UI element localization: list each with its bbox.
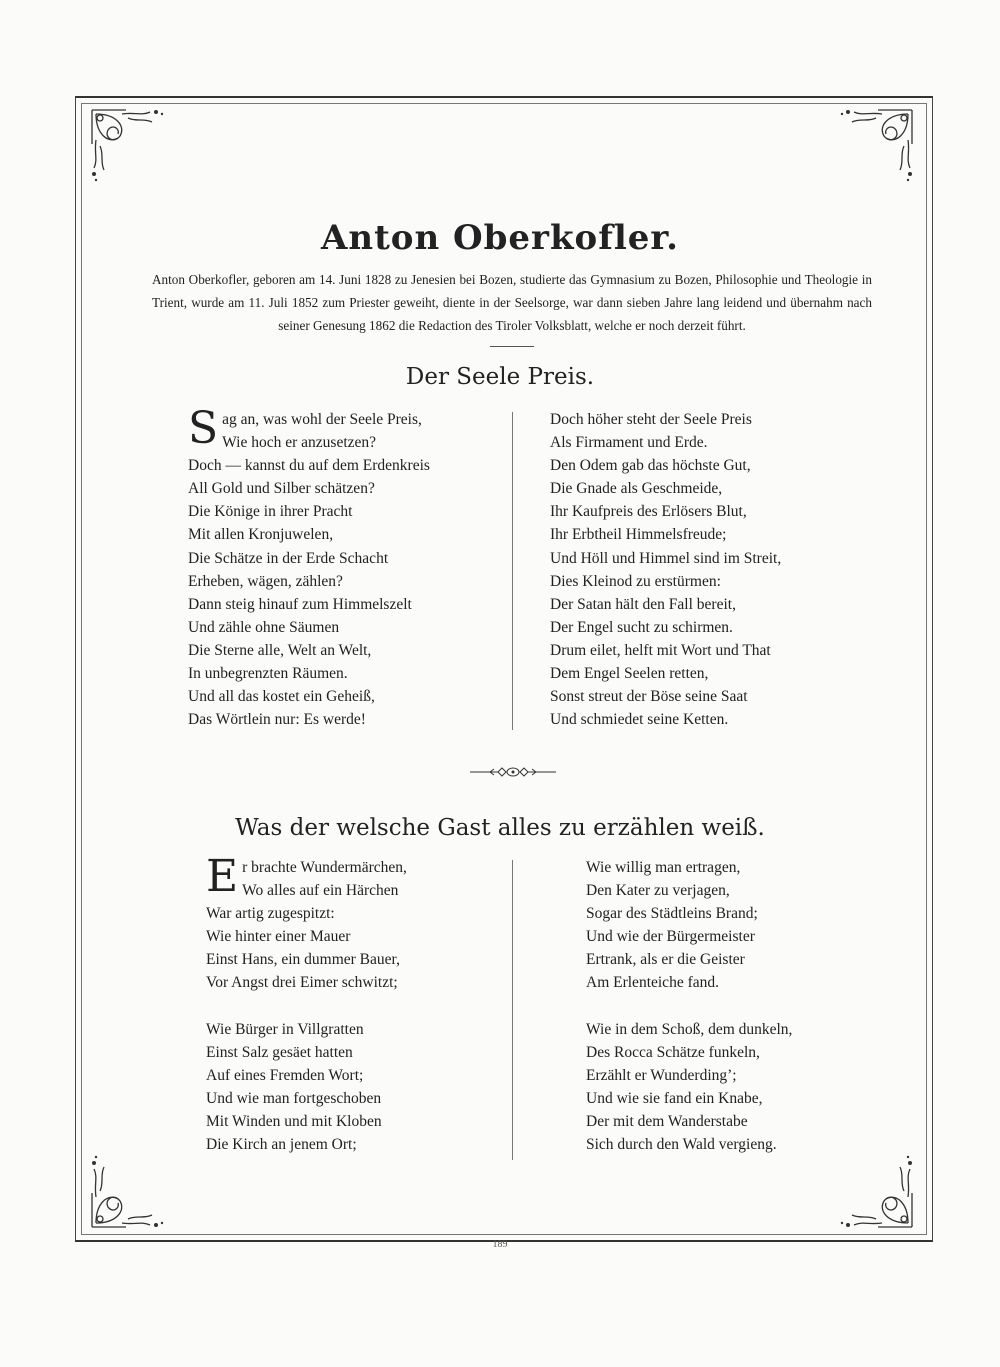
verse-line: Wie hoch er anzusetzen? [222,434,377,452]
poem-title: Was der welsche Gast alles zu erzählen weiß. [235,815,765,841]
verse-line: Wie in dem Schoß, dem dunkeln, [586,1020,793,1038]
verse-line: Wie willig man ertragen, [586,859,741,876]
column-divider [512,860,513,1160]
verse-line: War artig zugespitzt: [206,905,335,923]
verse-line: Erheben, wägen, zählen? [188,572,343,590]
verse-line: Ihr Kaufpreis des Erlösers Blut, [550,503,747,521]
stanza-gap [586,995,792,1018]
verse-line: Des Rocca Schätze funkeln, [586,1043,760,1061]
verse-line: Mit Winden und mit Kloben [206,1112,382,1130]
verse-line: Dann steig hinauf zum Himmelszelt [188,595,412,613]
poem-title: Der Seele Preis. [405,364,595,390]
corner-ornament-icon [86,1143,176,1233]
ornamental-divider-icon [468,765,558,779]
verse-line: Wo alles auf ein Härchen [242,882,399,900]
verse-line: All Gold und Silber schätzen? [188,480,375,498]
verse-line: Mit allen Kronjuwelen, [188,526,334,544]
column-divider [512,412,513,730]
verse-line: Sogar des Städtleins Brand; [586,905,758,923]
verse-line: Dies Kleinod zu erstürmen: [550,572,721,590]
verse-line: Einst Hans, ein dummer Bauer, [206,951,400,969]
verse-line: Und wie sie fand ein Knabe, [586,1089,763,1107]
verse-line: Das Wörtlein nur: Es werde! [188,711,366,729]
verse-line: Den Odem gab das höchste Gut, [550,457,751,475]
verse-line: Und wie der Bürgermeister [586,928,755,946]
verse-line: Doch — kannst du auf dem Erdenkreis [188,457,430,475]
verse-line: Doch höher steht der Seele Preis [550,411,752,428]
poem-column-left [206,851,407,1156]
verse-line: Erzählt er Wunderding’; [586,1066,737,1084]
verse-line: Und zähle ohne Säumen [188,618,340,636]
corner-ornament-icon [828,104,918,194]
verse-line: Sich durch den Wald vergieng. [586,1136,777,1154]
verse-line: Wie hinter einer Mauer [206,928,351,946]
author-biography: Anton Oberkofler, geboren am 14. Juni 1828 zu Jenesien bei Bozen, studierte das Gymnasium zu Bozen, Philosophie und Theologie in Trient, wurde am 11. Juli 1852 zum Priester geweiht, diente in der Seelsorge, war dann sieben Jahre lang leidend und übernahm nach seiner Genesung 1862 die Redaction des Tiroler Volksblatt, welche er noch derzeit führt. [152,272,872,333]
verse-line: Die Gnade als Geschmeide, [550,480,723,498]
verse-line: Der Satan hält den Fall bereit, [550,595,736,613]
drop-cap: E [206,851,239,902]
verse-line: Ertrank, als er die Geister [586,951,745,969]
verse-line: Wie Bürger in Villgratten [206,1020,364,1038]
verse-line: Vor Angst drei Eimer schwitzt; [206,974,398,992]
poem-column-right [586,856,792,1156]
verse-line: Und wie man fortgeschoben [206,1089,382,1107]
verse-line: r brachte Wundermärchen, [242,859,407,876]
verse-line: Ihr Erbtheil Himmelsfreude; [550,526,727,544]
poem-column-left [188,403,430,731]
page-title: Anton Oberkofler. [320,218,679,258]
verse-line: Und Höll und Himmel sind im Streit, [550,549,782,567]
poem-column-right [550,408,781,731]
verse-line: ag an, was wohl der Seele Preis, [222,411,422,428]
section-divider [490,346,534,347]
verse-line: Und schmiedet seine Ketten. [550,711,729,729]
verse-line: Einst Salz gesäet hatten [206,1043,353,1061]
verse-line: Die Könige in ihrer Pracht [188,503,353,521]
verse-line: In unbegrenzten Räumen. [188,665,348,683]
corner-ornament-icon [86,104,176,194]
verse-line: Und all das kostet ein Geheiß, [188,688,375,706]
drop-cap: S [188,403,219,454]
verse-line: Die Kirch an jenem Ort; [206,1136,357,1154]
verse-line: Dem Engel Seelen retten, [550,665,709,683]
verse-line: Drum eilet, helft mit Wort und That [550,641,771,659]
verse-line: Den Kater zu verjagen, [586,882,730,900]
verse-line: Auf eines Fremden Wort; [206,1066,364,1084]
verse-line: Sonst streut der Böse seine Saat [550,688,748,706]
page-number: 189 [492,1239,508,1250]
verse-line: Der Engel sucht zu schirmen. [550,618,733,636]
stanza-gap [206,995,400,1018]
verse-line: Als Firmament und Erde. [550,434,708,452]
verse-line: Die Schätze in der Erde Schacht [188,549,389,567]
verse-line: Die Sterne alle, Welt an Welt, [188,641,372,659]
verse-line: Am Erlenteiche fand. [586,974,719,992]
verse-line: Der mit dem Wanderstabe [586,1112,748,1130]
corner-ornament-icon [828,1143,918,1233]
